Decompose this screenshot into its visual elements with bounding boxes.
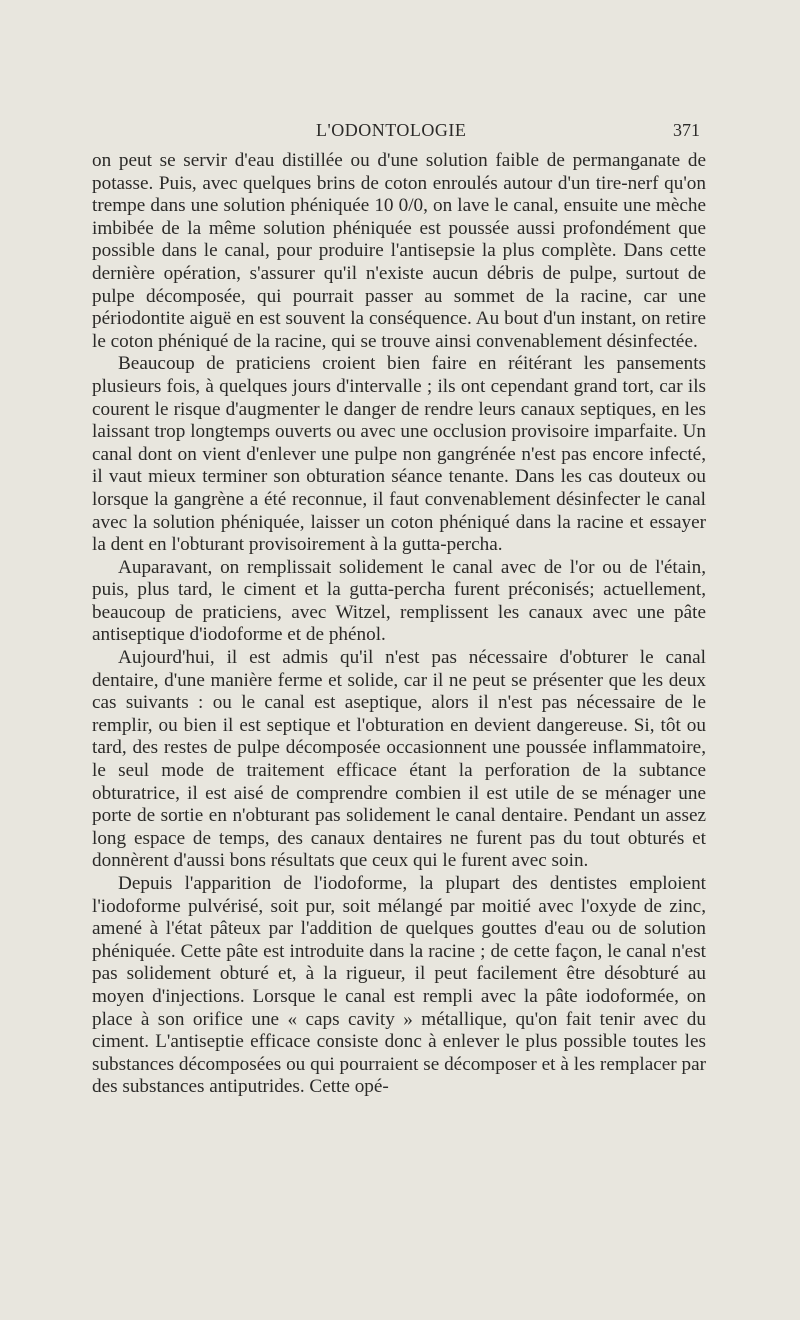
body-text xyxy=(92,150,706,1099)
paragraph-1: on peut se servir d'eau distillée ou d'une solution faible de permanganate de potasse. Puis, avec quelques brins de coton enroulés autour d'un tire-nerf qu'on trempe dans une solution phéniquée 10 0/0, on lave le canal, ensuite une mèche imbibée de la même solution phéniquée est poussée aussi profondément que possible dans le canal, pour produire l'antisepsie la plus complète. Dans cette dernière opération, s'assurer qu'il n'existe aucun débris de pulpe, surtout de pulpe décomposée, qui pourrait passer au sommet de la racine, car une périodontite aiguë en est souvent la conséquence. Au bout d'un instant, on retire le coton phéniqué de la racine, qui se trouve ainsi convenablement désinfectée. xyxy=(92,150,706,352)
running-title: L'ODONTOLOGIE xyxy=(316,120,467,140)
page-number: 371 xyxy=(673,120,700,140)
paragraph-4: Aujourd'hui, il est admis qu'il n'est pas nécessaire d'obturer le canal dentaire, d'une manière ferme et solide, car il ne peut se présenter que les deux cas suivants : ou le canal est aseptique, alors il n'est pas nécessaire de le remplir, ou bien il est septique et l'obturation en devient dangereuse. Si, tôt ou tard, des restes de pulpe décomposée occasionnent une poussée inflammatoire, le seul mode de traitement efficace étant la perforation de la subtance obturatrice, il est aisé de comprendre combien il est utile de se ménager une porte de sortie en n'obturant pas solidement le canal dentaire. Pendant un assez long espace de temps, des canaux dentaires ne furent pas du tout obturés et donnèrent d'aussi bons résultats que ceux qui le furent avec soin. xyxy=(92,647,706,872)
page-header xyxy=(92,120,704,146)
paragraph-2: Beaucoup de praticiens croient bien faire en réitérant les pansements plusieurs fois, à quelques jours d'intervalle ; ils ont cependant grand tort, car ils courent le risque d'augmenter le danger de rendre leurs canaux septiques, en les laissant trop longtemps ouverts ou avec une occlusion provisoire imparfaite. Un canal dont on vient d'enlever une pulpe non gangrénée n'est pas encore infecté, il vaut mieux terminer son obturation séance tenante. Dans les cas douteux ou lorsque la gangrène a été reconnue, il faut convenablement désinfecter le canal avec la solution phéniquée, laisser un coton phéniqué dans la racine et essayer la dent en l'obturant provisoirement à la gutta-percha. xyxy=(92,353,706,556)
paragraph-3: Auparavant, on remplissait solidement le canal avec de l'or ou de l'étain, puis, plus tard, le ciment et la gutta-percha furent préconisés; actuellement, beaucoup de praticiens, avec Witzel, remplissent les canaux avec une pâte antiseptique d'iodoforme et de phénol. xyxy=(92,556,706,646)
paragraph-5: Depuis l'apparition de l'iodoforme, la plupart des dentistes emploient l'iodoforme pulvérisé, soit pur, soit mélangé par moitié avec l'oxyde de zinc, amené à l'état pâteux par l'addition de quelques gouttes d'eau ou de solution phéniquée. Cette pâte est introduite dans la racine ; de cette façon, le canal n'est pas solidement obturé et, à la rigueur, il peut facilement être désobturé au moyen d'injections. Lorsque le canal est rempli avec la pâte iodoformée, on place à son orifice une « caps cavity » métallique, qu'on fait tenir avec du ciment. L'antiseptie efficace consiste donc à enlever le plus possible toutes les substances décomposées ou qui pourraient se décomposer et à les remplacer par des substances antiputrides. Cette opé- xyxy=(92,873,706,1098)
